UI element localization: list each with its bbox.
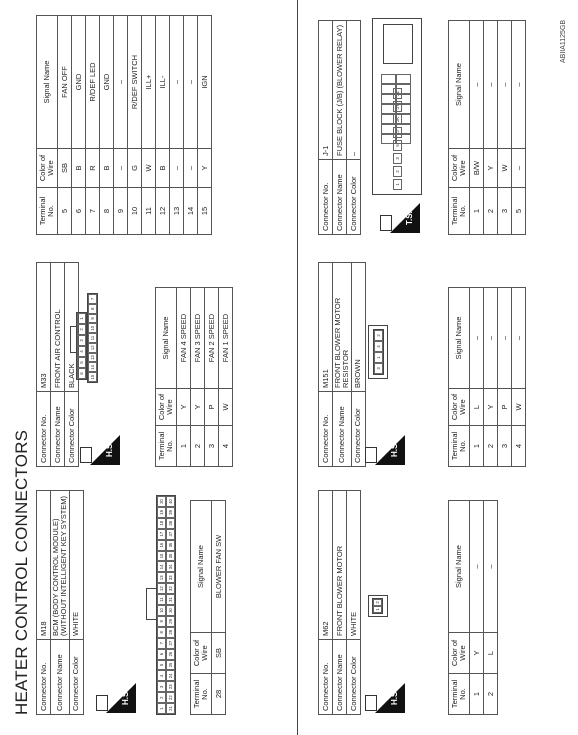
hs-label: H.S. — [121, 689, 130, 705]
label-connector-name: Connector Name — [51, 640, 70, 715]
fuse-slot — [396, 94, 411, 104]
pin-cell: 20 — [157, 496, 166, 507]
pin-cell: 11 — [88, 333, 97, 343]
fuse-slot — [381, 134, 396, 144]
pin-cell: 2 — [374, 330, 383, 341]
connector-no-value: M18 — [37, 491, 51, 640]
pin-cell: 4 — [77, 346, 86, 357]
pin-cell: 5 — [77, 357, 86, 368]
fuse-slot — [396, 104, 411, 114]
table-row: 1 Y FAN 4 SPEED — [177, 288, 191, 467]
fuse-slot — [381, 94, 396, 104]
table-row: 12 B ILL- — [156, 16, 170, 235]
signal-table-m33-continued: Terminal No. Color of Wire Signal Name 5 SB FAN OFF 6 B GND 7 R R/DEF LED 8 B GND 9 – – 10 G R/DEF SWITCH 11 W ILL+ 12 B ILL- 13 – – 14 – – 15 Y IGN — [36, 15, 212, 235]
pin-cell: 7 — [88, 294, 97, 304]
page-title: HEATER CONTROL CONNECTORS — [12, 429, 31, 715]
pin-cell: 7 — [157, 638, 166, 649]
pin-cell: 32 — [166, 583, 175, 594]
table-row: 28 SB BLOWER FAN SW — [212, 501, 226, 715]
pin-grid-m33-top — [76, 312, 87, 380]
signal-table-j1: Terminal No. Color of Wire Signal Name 1 B/W – 2 Y – 3 W – 5 – – — [448, 20, 526, 235]
pin-cell: 11 — [157, 594, 166, 605]
pin-cell: 18 — [157, 518, 166, 529]
signal-table-m18 — [190, 500, 226, 715]
fuse-terminal-label: 5 — [393, 140, 402, 151]
fuse-slot — [396, 124, 411, 134]
connector-info-m33: Connector No. M33 Connector Name FRONT AIR CONTROL Connector Color BLACK — [36, 262, 79, 467]
pin-cell: 14 — [157, 561, 166, 572]
table-row: 3 P – — [498, 288, 512, 467]
fuse-terminal-label: 2K — [393, 114, 402, 125]
header-color-of-wire: Color of Wire — [191, 633, 212, 674]
table-row: 9 – – — [114, 16, 128, 235]
table-row: 7 R R/DEF LED — [86, 16, 100, 235]
pin-cell: 21 — [166, 703, 175, 714]
pin-cell: 2 — [157, 692, 166, 703]
fuse-terminal-label: 2 — [393, 166, 402, 177]
table-row: 1 B/W – — [470, 21, 484, 235]
pin-cell: 25 — [166, 660, 175, 671]
table-row: 5 – – — [512, 21, 526, 235]
pin-cell: 3 — [77, 335, 86, 346]
signal-table-m33: Terminal No. Color of Wire Signal Name 1 Y FAN 4 SPEED 2 Y FAN 3 SPEED 3 P FAN 2 SPEED 4 W FAN 1 SPEED — [155, 287, 233, 467]
pin-cell: 39 — [166, 507, 175, 518]
fuse-slot — [396, 84, 411, 94]
pin-cell: 16 — [157, 540, 166, 551]
table-row: 3 P FAN 2 SPEED — [205, 288, 219, 467]
pin-cell: 2 — [77, 324, 86, 335]
pin-grid-m151 — [373, 329, 384, 375]
fuse-terminal-label: 2J — [393, 127, 402, 138]
pin-cell: 27 — [166, 638, 175, 649]
figure-code: ABIIA1125GB — [560, 19, 567, 63]
table-row: 4 W – — [512, 288, 526, 467]
pin-cell: 29 — [166, 616, 175, 627]
hs-icon — [106, 683, 136, 713]
table-row: 14 – – — [184, 16, 198, 235]
pin-cell: 26 — [166, 649, 175, 660]
pin-cell: 31 — [166, 594, 175, 605]
pin-cell: 23 — [166, 681, 175, 692]
pin-cell: 10 — [88, 323, 97, 333]
fuse-terminal-label: 3 — [393, 153, 402, 164]
connector-info-m18 — [36, 490, 84, 715]
fuse-slot — [381, 104, 396, 114]
table-row: 6 B GND — [72, 16, 86, 235]
pin-cell: 15 — [88, 372, 97, 382]
connector-face-m33 — [70, 293, 98, 383]
pin-cell: 8 — [88, 304, 97, 314]
pin-cell: 28 — [166, 627, 175, 638]
fuse-slot — [381, 74, 396, 84]
table-row: 2 Y – — [484, 21, 498, 235]
connector-name-value: BCM (BODY CONTROL MODULE) (WITHOUT INTELLIGENT KEY SYSTEM) — [51, 491, 70, 640]
pin-cell: 13 — [157, 572, 166, 583]
pin-cell: 6 — [157, 649, 166, 660]
table-row: 1 Y – — [470, 501, 484, 715]
section-divider — [297, 0, 298, 735]
pin-cell: 3 — [157, 681, 166, 692]
hs-icon: H.S. — [90, 435, 120, 465]
connector-face-m18 — [146, 495, 176, 715]
pin-cell: 9 — [157, 616, 166, 627]
pin-cell: 9 — [88, 314, 97, 324]
connector-info-j1: Connector No. J-1 Connector Name FUSE BLOCK (J/B) (BLOWER RELAY) Connector Color – — [318, 20, 361, 235]
label-connector-color: Connector Color — [69, 640, 83, 715]
pin-cell: 5 — [157, 660, 166, 671]
pin-cell: 4 — [157, 670, 166, 681]
fuse-block-diagram-j1 — [372, 18, 422, 195]
fuse-slot — [381, 114, 396, 124]
fuse-terminal-label: 2Y — [393, 101, 402, 112]
pin-cell: 4 — [374, 341, 383, 352]
table-row: 13 – – — [170, 16, 184, 235]
header-terminal-no: Terminal No. — [191, 674, 212, 715]
fuse-terminal-label: 1 — [393, 179, 402, 190]
connector-info-m151: Connector No. M151 Connector Name FRONT BLOWER MOTOR RESISTOR Connector Color BROWN — [318, 262, 366, 467]
fuse-slot — [396, 114, 411, 124]
table-row: 5 SB FAN OFF — [58, 16, 72, 235]
pin-cell: 17 — [157, 529, 166, 540]
fuse-slot — [381, 124, 396, 134]
table-row: 10 G R/DEF SWITCH — [128, 16, 142, 235]
pin-cell: 1 — [373, 606, 382, 613]
pin-cell: 6 — [77, 368, 86, 379]
table-row: 11 W ILL+ — [142, 16, 156, 235]
table-row: 2 L – — [484, 501, 498, 715]
pin-cell: 34 — [166, 561, 175, 572]
hs-icon: H.S. — [375, 435, 405, 465]
pin-grid-m33-bottom — [87, 293, 98, 383]
fuse-slot — [381, 84, 396, 94]
pin-cell: 1 — [374, 352, 383, 363]
pin-cell: 22 — [166, 692, 175, 703]
fuse-slot — [396, 134, 411, 144]
pin-cell: 24 — [166, 670, 175, 681]
connector-face-m151 — [368, 325, 388, 379]
table-row: 3 W – — [498, 21, 512, 235]
ts-icon: T.S. — [390, 203, 420, 233]
pin-cell: 40 — [166, 496, 175, 507]
pin-cell: 38 — [166, 518, 175, 529]
fuse-block-cells — [381, 74, 411, 144]
connector-face-m62 — [368, 595, 388, 617]
pin-cell: 8 — [157, 627, 166, 638]
pin-cell: 1 — [77, 313, 86, 324]
fuse-terminal-label: 2Z — [393, 88, 402, 99]
table-row: 2 Y FAN 3 SPEED — [191, 288, 205, 467]
table-row: 8 B GND — [100, 16, 114, 235]
connector-info-m62: Connector No. M62 Connector Name FRONT BLOWER MOTOR Connector Color WHITE — [318, 490, 361, 715]
signal-table-m62: Terminal No. Color of Wire Signal Name 1 Y – 2 L – — [448, 500, 498, 715]
pin-cell: 10 — [157, 605, 166, 616]
pin-cell: 12 — [88, 343, 97, 353]
hs-icon: H.S. — [375, 683, 405, 713]
pin-cell: 1 — [157, 703, 166, 714]
table-row: 15 Y IGN — [198, 16, 212, 235]
pin-cell: 3 — [374, 363, 383, 374]
table-row: 4 W FAN 1 SPEED — [219, 288, 233, 467]
pin-cell: 19 — [157, 507, 166, 518]
table-row: 1 L – — [470, 288, 484, 467]
pin-cell: 14 — [88, 362, 97, 372]
header-signal-name: Signal Name — [191, 501, 212, 633]
pin-cell: 13 — [88, 353, 97, 363]
pin-cell: 2 — [373, 599, 382, 606]
fuse-slot — [396, 74, 411, 84]
pin-cell: 15 — [157, 551, 166, 562]
signal-table-m151: Terminal No. Color of Wire Signal Name 1 L – 2 Y – 3 P – 4 W – — [448, 287, 526, 467]
pin-cell: 37 — [166, 529, 175, 540]
table-row: 2 Y – — [484, 288, 498, 467]
pin-grid-m62 — [372, 598, 383, 614]
pin-cell: 12 — [157, 583, 166, 594]
pin-cell: 36 — [166, 540, 175, 551]
relay-socket — [383, 24, 413, 64]
connector-color-value: WHITE — [69, 491, 83, 640]
pin-cell: 30 — [166, 605, 175, 616]
pin-cell: 33 — [166, 572, 175, 583]
label-connector-no: Connector No. — [37, 640, 51, 715]
pin-grid-m18 — [156, 495, 176, 715]
pin-cell: 35 — [166, 551, 175, 562]
